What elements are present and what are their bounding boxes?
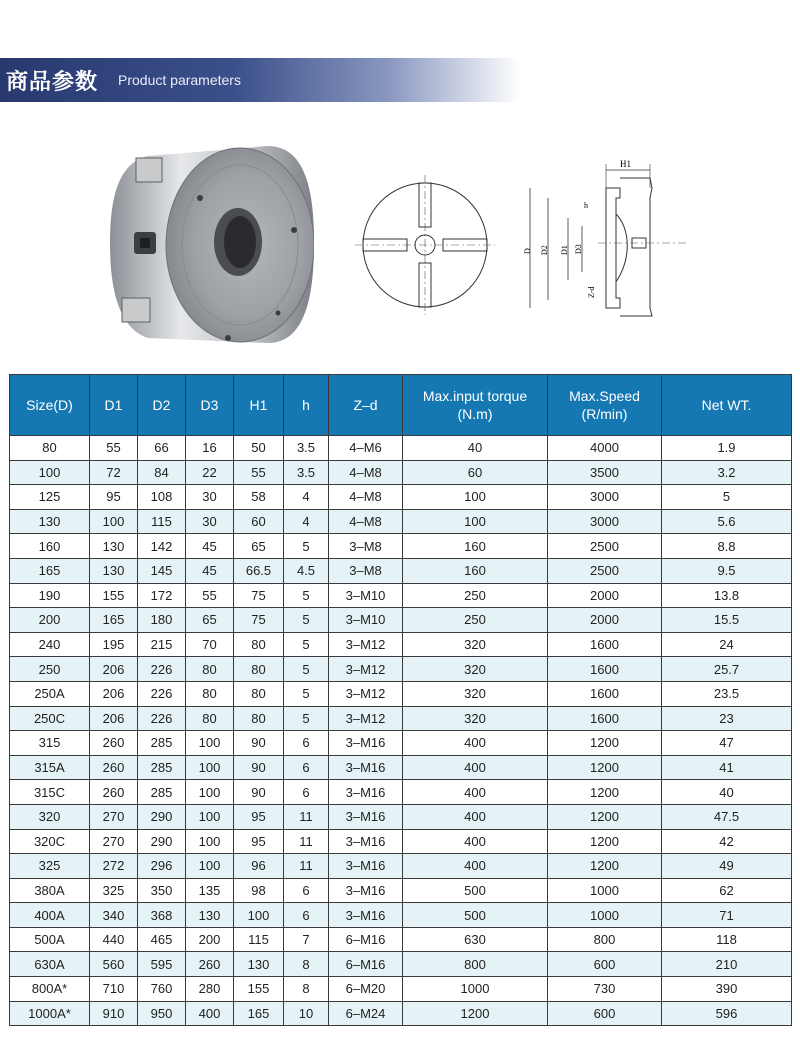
table-cell: 950: [138, 1001, 186, 1026]
table-cell: 1200: [548, 804, 662, 829]
table-cell: 165: [90, 608, 138, 633]
table-cell: 200: [186, 927, 234, 952]
table-cell: 1600: [548, 657, 662, 682]
table-cell: 215: [138, 632, 186, 657]
table-cell: 100: [403, 509, 548, 534]
table-cell: 600: [548, 1001, 662, 1026]
label-D2: D2: [540, 245, 549, 255]
table-cell: 4.5: [284, 558, 329, 583]
table-cell: 1200: [548, 731, 662, 756]
table-cell: 115: [138, 509, 186, 534]
table-cell: 130: [234, 952, 284, 977]
table-cell: 250C: [10, 706, 90, 731]
table-cell: 55: [234, 460, 284, 485]
table-cell: 2500: [548, 558, 662, 583]
table-cell: 380A: [10, 878, 90, 903]
table-cell: 1600: [548, 706, 662, 731]
table-cell: 315A: [10, 755, 90, 780]
table-cell: 100: [403, 485, 548, 510]
table-row: [10, 854, 792, 879]
table-cell: 1000: [548, 878, 662, 903]
table-cell: 80: [234, 632, 284, 657]
table-cell: 3–M16: [329, 780, 403, 805]
table-cell: 270: [90, 829, 138, 854]
table-cell: 25.7: [662, 657, 792, 682]
table-cell: 200: [10, 608, 90, 633]
column-header: Max.input torque (N.m): [403, 375, 548, 436]
table-cell: 8: [284, 952, 329, 977]
table-cell: 270: [90, 804, 138, 829]
table-cell: 90: [234, 780, 284, 805]
table-cell: 55: [186, 583, 234, 608]
table-cell: 11: [284, 854, 329, 879]
table-cell: 70: [186, 632, 234, 657]
table-cell: 595: [138, 952, 186, 977]
table-cell: 142: [138, 534, 186, 559]
table-cell: 2000: [548, 583, 662, 608]
table-cell: 65: [234, 534, 284, 559]
table-cell: 5: [284, 583, 329, 608]
table-row: [10, 681, 792, 706]
table-cell: 6: [284, 903, 329, 928]
table-cell: 285: [138, 755, 186, 780]
table-cell: 760: [138, 977, 186, 1002]
table-cell: 800A*: [10, 977, 90, 1002]
table-cell: 80: [186, 681, 234, 706]
table-cell: 50: [234, 436, 284, 461]
table-cell: 5: [284, 534, 329, 559]
table-cell: 40: [662, 780, 792, 805]
table-cell: 368: [138, 903, 186, 928]
table-row: [10, 755, 792, 780]
table-cell: 165: [234, 1001, 284, 1026]
table-cell: 5: [284, 632, 329, 657]
table-cell: 560: [90, 952, 138, 977]
table-cell: 280: [186, 977, 234, 1002]
table-cell: 10: [284, 1001, 329, 1026]
table-cell: 206: [90, 657, 138, 682]
table-cell: 730: [548, 977, 662, 1002]
table-cell: 285: [138, 780, 186, 805]
table-cell: 6: [284, 780, 329, 805]
table-cell: 13.8: [662, 583, 792, 608]
table-cell: 4: [284, 509, 329, 534]
table-cell: 250: [403, 583, 548, 608]
table-cell: 100: [90, 509, 138, 534]
table-cell: 272: [90, 854, 138, 879]
table-cell: 3–M16: [329, 878, 403, 903]
label-H1: H1: [620, 159, 631, 169]
table-cell: 100: [234, 903, 284, 928]
table-cell: 84: [138, 460, 186, 485]
table-cell: 250: [10, 657, 90, 682]
table-cell: 3.5: [284, 436, 329, 461]
table-cell: 6–M24: [329, 1001, 403, 1026]
table-row: [10, 927, 792, 952]
table-cell: 3–M16: [329, 903, 403, 928]
table-cell: 5: [284, 681, 329, 706]
table-cell: 90: [234, 755, 284, 780]
section-title-en: Product parameters: [118, 72, 241, 88]
table-cell: 72: [90, 460, 138, 485]
table-cell: 15.5: [662, 608, 792, 633]
table-cell: 3–M10: [329, 583, 403, 608]
table-cell: 45: [186, 558, 234, 583]
table-cell: 3–M8: [329, 534, 403, 559]
label-D1: D1: [560, 245, 569, 255]
table-row: [10, 534, 792, 559]
table-row: [10, 731, 792, 756]
table-cell: 226: [138, 681, 186, 706]
table-cell: 80: [186, 657, 234, 682]
label-h: h: [584, 201, 588, 210]
column-header: D1: [90, 375, 138, 436]
label-D: D: [523, 248, 532, 254]
table-cell: 1000A*: [10, 1001, 90, 1026]
table-cell: 440: [90, 927, 138, 952]
table-cell: 2000: [548, 608, 662, 633]
table-cell: 1000: [548, 903, 662, 928]
table-cell: 325: [10, 854, 90, 879]
table-cell: 7: [284, 927, 329, 952]
table-cell: 500: [403, 878, 548, 903]
table-cell: 6–M16: [329, 927, 403, 952]
table-cell: 250A: [10, 681, 90, 706]
table-cell: 226: [138, 657, 186, 682]
table-cell: 155: [234, 977, 284, 1002]
product-figures: [0, 130, 800, 360]
table-cell: 1600: [548, 681, 662, 706]
table-row: [10, 608, 792, 633]
table-row: [10, 657, 792, 682]
table-cell: 6–M16: [329, 952, 403, 977]
table-cell: 66: [138, 436, 186, 461]
table-cell: 210: [662, 952, 792, 977]
table-cell: 290: [138, 829, 186, 854]
table-cell: 910: [90, 1001, 138, 1026]
section-title-cn: 商品参数: [6, 69, 99, 95]
table-cell: 75: [234, 608, 284, 633]
table-cell: 400: [403, 829, 548, 854]
table-cell: 5: [284, 608, 329, 633]
table-cell: 165: [10, 558, 90, 583]
table-row: [10, 583, 792, 608]
table-cell: 96: [234, 854, 284, 879]
table-cell: 390: [662, 977, 792, 1002]
table-row: [10, 903, 792, 928]
table-cell: 800: [403, 952, 548, 977]
table-cell: 40: [403, 436, 548, 461]
table-cell: 290: [138, 804, 186, 829]
table-cell: 260: [186, 952, 234, 977]
parameters-table: [9, 374, 792, 1026]
table-cell: 400: [403, 804, 548, 829]
table-cell: 160: [10, 534, 90, 559]
table-cell: 5: [284, 657, 329, 682]
table-cell: 315: [10, 731, 90, 756]
chuck-photo: [108, 138, 314, 348]
table-cell: 66.5: [234, 558, 284, 583]
table-cell: 60: [403, 460, 548, 485]
table-cell: 172: [138, 583, 186, 608]
table-cell: 100: [186, 804, 234, 829]
table-cell: 95: [234, 804, 284, 829]
label-Z-d: Z-d: [587, 286, 596, 298]
table-cell: 1200: [548, 829, 662, 854]
column-header: Z–d: [329, 375, 403, 436]
table-row: [10, 878, 792, 903]
table-cell: 80: [10, 436, 90, 461]
table-cell: 195: [90, 632, 138, 657]
table-row: [10, 1001, 792, 1026]
table-row: [10, 829, 792, 854]
table-cell: 325: [90, 878, 138, 903]
table-cell: 4–M8: [329, 509, 403, 534]
table-cell: 3–M16: [329, 804, 403, 829]
table-cell: 80: [234, 657, 284, 682]
table-cell: 3.2: [662, 460, 792, 485]
section-view-drawing: [520, 158, 690, 326]
column-header: Size(D): [10, 375, 90, 436]
table-cell: 100: [186, 755, 234, 780]
table-cell: 500: [403, 903, 548, 928]
table-cell: 3000: [548, 485, 662, 510]
table-cell: 3–M12: [329, 657, 403, 682]
table-cell: 3500: [548, 460, 662, 485]
table-cell: 3.5: [284, 460, 329, 485]
table-row: [10, 460, 792, 485]
table-cell: 400: [403, 854, 548, 879]
table-cell: 8.8: [662, 534, 792, 559]
table-cell: 260: [90, 731, 138, 756]
table-cell: 65: [186, 608, 234, 633]
table-row: [10, 485, 792, 510]
table-cell: 3–M16: [329, 755, 403, 780]
table-cell: 58: [234, 485, 284, 510]
table-cell: 5: [284, 706, 329, 731]
table-cell: 55: [90, 436, 138, 461]
table-cell: 260: [90, 755, 138, 780]
table-cell: 3000: [548, 509, 662, 534]
table-cell: 100: [186, 829, 234, 854]
table-cell: 160: [403, 534, 548, 559]
table-cell: 23.5: [662, 681, 792, 706]
column-header: D2: [138, 375, 186, 436]
table-cell: 130: [10, 509, 90, 534]
table-cell: 1200: [403, 1001, 548, 1026]
table-cell: 11: [284, 804, 329, 829]
column-header: H1: [234, 375, 284, 436]
table-cell: 3–M16: [329, 731, 403, 756]
table-cell: 3–M8: [329, 558, 403, 583]
table-row: [10, 509, 792, 534]
table-cell: 320: [403, 632, 548, 657]
table-cell: 100: [10, 460, 90, 485]
table-cell: 400: [403, 731, 548, 756]
table-header-row: [10, 375, 792, 436]
table-cell: 1200: [548, 854, 662, 879]
table-cell: 9.5: [662, 558, 792, 583]
table-row: [10, 977, 792, 1002]
table-cell: 6–M20: [329, 977, 403, 1002]
table-cell: 710: [90, 977, 138, 1002]
table-cell: 42: [662, 829, 792, 854]
table-cell: 160: [403, 558, 548, 583]
table-cell: 400: [403, 755, 548, 780]
table-cell: 630A: [10, 952, 90, 977]
table-cell: 1200: [548, 780, 662, 805]
table-cell: 250: [403, 608, 548, 633]
table-cell: 800: [548, 927, 662, 952]
table-cell: 1.9: [662, 436, 792, 461]
table-cell: 1200: [548, 755, 662, 780]
table-cell: 226: [138, 706, 186, 731]
table-cell: 320: [403, 657, 548, 682]
table-cell: 135: [186, 878, 234, 903]
table-cell: 100: [186, 731, 234, 756]
table-cell: 3–M12: [329, 632, 403, 657]
table-cell: 80: [234, 706, 284, 731]
table-cell: 130: [186, 903, 234, 928]
table-cell: 315C: [10, 780, 90, 805]
table-cell: 100: [186, 780, 234, 805]
table-cell: 285: [138, 731, 186, 756]
table-cell: 41: [662, 755, 792, 780]
table-cell: 24: [662, 632, 792, 657]
table-cell: 16: [186, 436, 234, 461]
table-cell: 260: [90, 780, 138, 805]
table-cell: 296: [138, 854, 186, 879]
table-cell: 125: [10, 485, 90, 510]
table-cell: 80: [186, 706, 234, 731]
table-cell: 145: [138, 558, 186, 583]
table-row: [10, 706, 792, 731]
table-cell: 4000: [548, 436, 662, 461]
section-header-banner: [0, 58, 520, 102]
front-view-drawing: [355, 175, 495, 315]
table-cell: 630: [403, 927, 548, 952]
table-cell: 3–M12: [329, 706, 403, 731]
table-cell: 115: [234, 927, 284, 952]
table-cell: 350: [138, 878, 186, 903]
table-cell: 6: [284, 731, 329, 756]
table-row: [10, 558, 792, 583]
table-cell: 60: [234, 509, 284, 534]
table-cell: 3–M16: [329, 829, 403, 854]
table-cell: 49: [662, 854, 792, 879]
table-cell: 3–M12: [329, 681, 403, 706]
table-cell: 400A: [10, 903, 90, 928]
table-cell: 320: [403, 681, 548, 706]
table-cell: 465: [138, 927, 186, 952]
table-cell: 95: [90, 485, 138, 510]
column-header: D3: [186, 375, 234, 436]
table-cell: 100: [186, 854, 234, 879]
table-cell: 500A: [10, 927, 90, 952]
table-cell: 1000: [403, 977, 548, 1002]
table-cell: 108: [138, 485, 186, 510]
table-cell: 400: [186, 1001, 234, 1026]
table-cell: 155: [90, 583, 138, 608]
table-row: [10, 804, 792, 829]
table-cell: 95: [234, 829, 284, 854]
table-cell: 600: [548, 952, 662, 977]
table-cell: 23: [662, 706, 792, 731]
table-cell: 118: [662, 927, 792, 952]
table-cell: 47.5: [662, 804, 792, 829]
table-cell: 6: [284, 878, 329, 903]
table-row: [10, 436, 792, 461]
table-cell: 71: [662, 903, 792, 928]
table-cell: 5.6: [662, 509, 792, 534]
table-cell: 45: [186, 534, 234, 559]
table-cell: 2500: [548, 534, 662, 559]
column-header: h: [284, 375, 329, 436]
table-cell: 62: [662, 878, 792, 903]
table-cell: 75: [234, 583, 284, 608]
table-cell: 8: [284, 977, 329, 1002]
table-row: [10, 952, 792, 977]
table-row: [10, 632, 792, 657]
table-cell: 30: [186, 509, 234, 534]
table-cell: 320: [403, 706, 548, 731]
table-cell: 340: [90, 903, 138, 928]
table-cell: 22: [186, 460, 234, 485]
table-cell: 5: [662, 485, 792, 510]
table-cell: 4–M8: [329, 485, 403, 510]
table-cell: 4–M6: [329, 436, 403, 461]
table-cell: 130: [90, 558, 138, 583]
table-cell: 3–M16: [329, 854, 403, 879]
table-cell: 130: [90, 534, 138, 559]
table-cell: 400: [403, 780, 548, 805]
table-cell: 190: [10, 583, 90, 608]
column-header: Net WT.: [662, 375, 792, 436]
table-cell: 4–M8: [329, 460, 403, 485]
table-cell: 240: [10, 632, 90, 657]
table-cell: 206: [90, 681, 138, 706]
table-cell: 80: [234, 681, 284, 706]
table-cell: 206: [90, 706, 138, 731]
table-cell: 4: [284, 485, 329, 510]
table-cell: 320C: [10, 829, 90, 854]
table-cell: 320: [10, 804, 90, 829]
column-header: Max.Speed (R/min): [548, 375, 662, 436]
label-D3: D3: [574, 244, 583, 254]
table-cell: 1600: [548, 632, 662, 657]
table-cell: 3–M10: [329, 608, 403, 633]
table-cell: 47: [662, 731, 792, 756]
table-cell: 30: [186, 485, 234, 510]
table-cell: 90: [234, 731, 284, 756]
table-cell: 11: [284, 829, 329, 854]
table-cell: 6: [284, 755, 329, 780]
table-cell: 596: [662, 1001, 792, 1026]
table-row: [10, 780, 792, 805]
table-cell: 98: [234, 878, 284, 903]
table-cell: 180: [138, 608, 186, 633]
